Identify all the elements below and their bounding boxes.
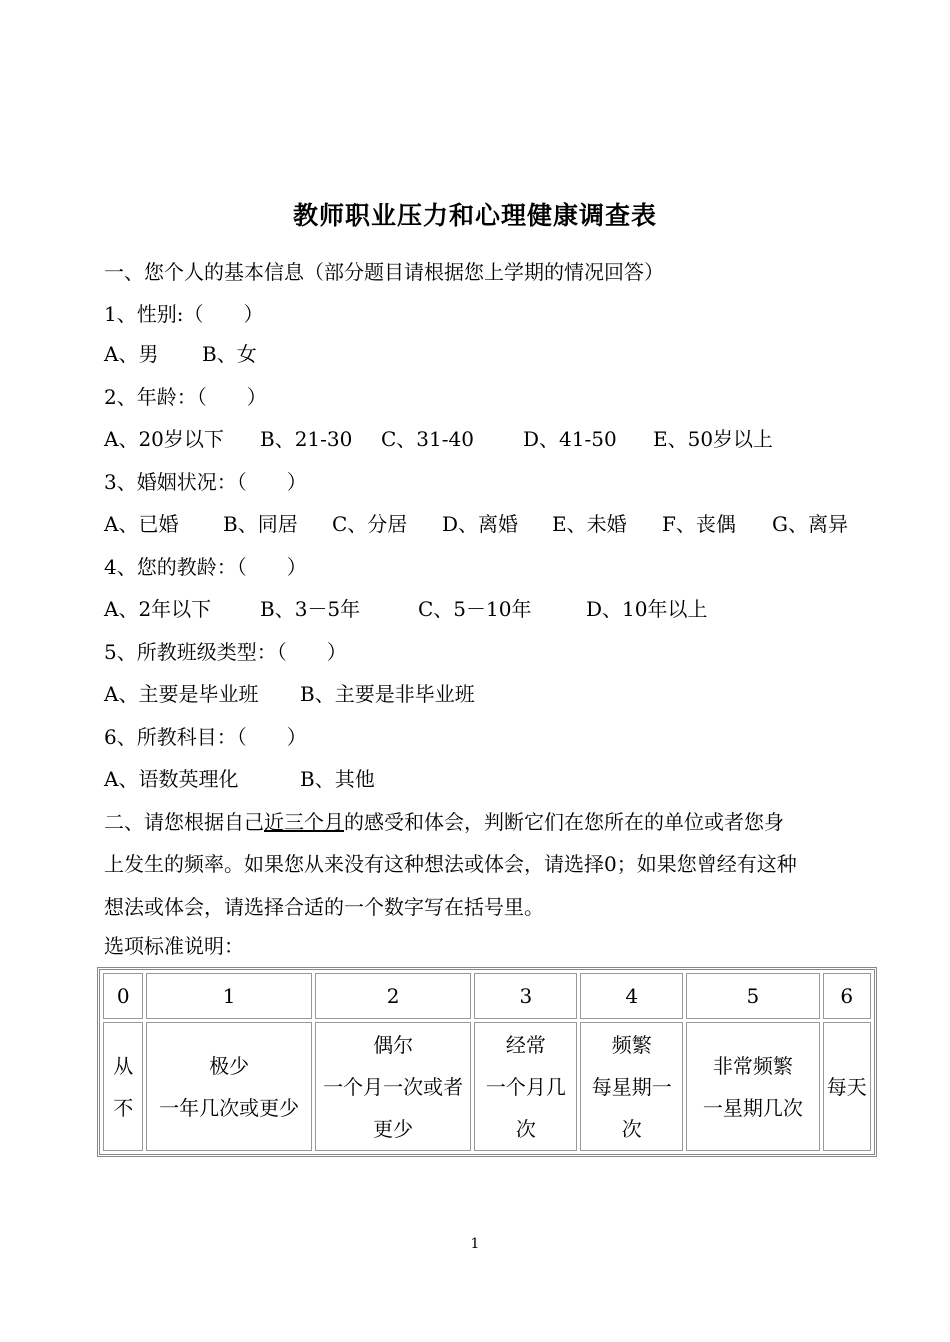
question-subject: 6、所教科目：（ ） xyxy=(104,725,307,749)
options-age xyxy=(104,425,773,453)
page-title: 教师职业压力和心理健康调查表 xyxy=(292,201,657,230)
option: D、41-50 xyxy=(523,427,617,451)
description-line: 频繁 xyxy=(611,1032,652,1057)
description-line: 一个月一次或者 xyxy=(323,1074,464,1099)
scale-description xyxy=(146,1022,312,1151)
option: D、10年以上 xyxy=(586,597,708,621)
description-line: 一年几次或更少 xyxy=(159,1095,300,1120)
option: A、语数英理化 xyxy=(104,767,239,791)
question-marital-status: 3、婚姻状况：（ ） xyxy=(104,470,307,494)
option: A、20岁以下 xyxy=(104,427,224,451)
option: A、主要是毕业班 xyxy=(104,682,259,706)
option: A、男 xyxy=(104,342,159,366)
scale-number: 1 xyxy=(146,973,312,1019)
option: B、女 xyxy=(202,342,257,366)
options-gender xyxy=(104,340,257,368)
options-teaching-years xyxy=(104,595,707,623)
option: A、已婚 xyxy=(104,512,179,536)
options-class-type xyxy=(104,680,475,708)
section2-instructions-line2: 上发生的频率。如果您从来没有这种想法或体会，请选择0；如果您曾经有这种 xyxy=(104,852,797,876)
description-line: 偶尔 xyxy=(373,1032,414,1057)
option: F、丧偶 xyxy=(662,512,736,536)
section2-text: 二、请您根据自己 xyxy=(104,810,264,834)
question-age: 2、年龄：（ ） xyxy=(104,385,267,409)
scale-description xyxy=(686,1022,819,1151)
description-line: 每天 xyxy=(826,1074,867,1099)
scale-number: 4 xyxy=(580,973,683,1019)
page-number: 1 xyxy=(470,1236,480,1252)
question-gender: 1、性别:（ ） xyxy=(104,302,264,326)
section2-instructions-line3: 想法或体会，请选择合适的一个数字写在括号里。 xyxy=(104,895,544,919)
table-description-row xyxy=(103,1022,871,1151)
option: A、2年以下 xyxy=(104,597,212,621)
scale-description xyxy=(580,1022,683,1151)
scale-number: 2 xyxy=(315,973,471,1019)
scale-number: 6 xyxy=(823,973,872,1019)
description-line: 次 xyxy=(621,1116,642,1141)
option: B、同居 xyxy=(223,512,298,536)
section1-heading: 一、您个人的基本信息（部分题目请根据您上学期的情况回答） xyxy=(104,260,664,284)
question-teaching-years: 4、您的教龄：（ ） xyxy=(104,555,307,579)
scale-description xyxy=(103,1022,143,1151)
section2-text: 的感受和体会，判断它们在您所在的单位或者您身 xyxy=(344,810,784,834)
option: C、分居 xyxy=(332,512,408,536)
description-line: 更少 xyxy=(373,1116,414,1141)
scale-number: 0 xyxy=(103,973,143,1019)
option: B、3－5年 xyxy=(260,597,361,621)
section2-underlined: 近三个月 xyxy=(264,810,344,834)
description-line: 非常频繁 xyxy=(712,1053,793,1078)
option: B、主要是非毕业班 xyxy=(300,682,475,706)
scale-description xyxy=(474,1022,577,1151)
frequency-scale-table xyxy=(97,967,877,1157)
description-line: 一个月几 xyxy=(485,1074,566,1099)
scale-description xyxy=(315,1022,471,1151)
description-line: 极少 xyxy=(209,1053,250,1078)
option: E、未婚 xyxy=(552,512,627,536)
question-class-type: 5、所教班级类型：（ ） xyxy=(104,640,347,664)
description-line: 经常 xyxy=(505,1032,546,1057)
option: C、31-40 xyxy=(381,427,474,451)
table-header-row xyxy=(103,973,871,1019)
options-subject xyxy=(104,765,375,793)
scale-number: 5 xyxy=(686,973,819,1019)
section2-instructions-line1 xyxy=(104,808,784,836)
option: E、50岁以上 xyxy=(653,427,774,451)
description-line: 每星期一 xyxy=(591,1074,672,1099)
option: G、离异 xyxy=(772,512,848,536)
scale-number: 3 xyxy=(474,973,577,1019)
option: B、21-30 xyxy=(260,427,353,451)
option: C、5－10年 xyxy=(418,597,532,621)
legend-label: 选项标准说明： xyxy=(104,934,244,958)
description-line: 一星期几次 xyxy=(702,1095,803,1120)
description-line: 从不 xyxy=(113,1053,134,1120)
description-line: 次 xyxy=(515,1116,536,1141)
option: D、离婚 xyxy=(442,512,519,536)
option: B、其他 xyxy=(300,767,375,791)
scale-description xyxy=(823,1022,872,1151)
options-marital-status xyxy=(104,510,848,538)
